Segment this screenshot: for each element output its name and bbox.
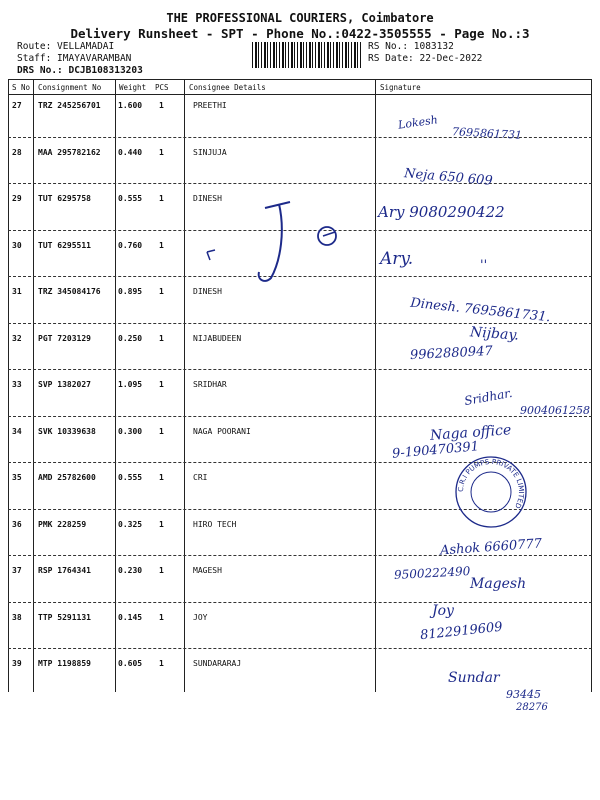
row-separator bbox=[8, 555, 592, 556]
company-title: THE PROFESSIONAL COURIERS, Coimbatore bbox=[166, 11, 434, 25]
signature-row-39: Sundar bbox=[448, 670, 500, 686]
row-37-consignee: MAGESH bbox=[193, 566, 222, 575]
pen-scribble bbox=[195, 190, 370, 290]
row-29-weight: 0.555 bbox=[118, 194, 143, 203]
signature-row-38: Joy bbox=[432, 603, 454, 619]
phone-row-27: 7695861731 bbox=[451, 125, 523, 142]
row-36-pcs: 1 bbox=[159, 519, 164, 529]
runsheet-subtitle: Delivery Runsheet - SPT - Phone No.:0422-3505555 - Page No.:3 bbox=[70, 26, 530, 41]
column-divider bbox=[33, 80, 34, 692]
column-header-signature: Signature bbox=[380, 83, 421, 92]
row-31-sno: 31 bbox=[12, 287, 22, 296]
row-30-sno: 30 bbox=[12, 240, 22, 250]
row-27-sno: 27 bbox=[12, 101, 22, 110]
note-row-39: 28276 bbox=[516, 702, 548, 713]
row-33-consignee: SRIDHAR bbox=[193, 380, 227, 389]
phone-row-39: 93445 bbox=[506, 688, 541, 701]
row-36-consignment: PMK 228259 bbox=[38, 519, 87, 529]
row-29-consignee: DINESH bbox=[193, 194, 222, 203]
row-30-weight: 0.760 bbox=[118, 240, 143, 250]
column-divider bbox=[115, 80, 116, 692]
row-28-pcs: 1 bbox=[159, 147, 164, 157]
phone-row-38: 8122919609 bbox=[419, 619, 504, 644]
stamp-text: C.R.I PUMPS PRIVATE LIMITED bbox=[456, 457, 526, 510]
rs-number: RS No.: 1083132 bbox=[368, 41, 454, 52]
signature-row-32: Nijbay. bbox=[469, 324, 520, 344]
row-37-sno: 37 bbox=[12, 566, 22, 575]
signature-row-29: Ary 9080290422 bbox=[378, 203, 505, 221]
row-38-sno: 38 bbox=[12, 612, 22, 622]
row-37-pcs: 1 bbox=[159, 566, 164, 575]
phone-row-34: 9-190470391 bbox=[391, 439, 480, 462]
row-36-consignee: HIRO TECH bbox=[193, 519, 237, 529]
row-38-weight: 0.145 bbox=[118, 612, 143, 622]
row-28-consignee: SINJUJA bbox=[193, 147, 227, 157]
column-header-sno: S No bbox=[12, 83, 31, 92]
row-27-consignee: PREETHI bbox=[193, 101, 227, 110]
row-29-sno: 29 bbox=[12, 194, 22, 203]
row-33-pcs: 1 bbox=[159, 380, 164, 389]
column-header-weight: Weight bbox=[119, 83, 147, 92]
row-39-pcs: 1 bbox=[159, 659, 164, 668]
row-36-sno: 36 bbox=[12, 519, 22, 529]
row-35-consignee: CRI bbox=[193, 473, 208, 482]
row-33-sno: 33 bbox=[12, 380, 22, 389]
row-27-consignment: TRZ 245256701 bbox=[38, 101, 101, 110]
row-29-consignment: TUT 6295758 bbox=[38, 194, 91, 203]
signature-row-28: Neja 650 609 bbox=[403, 166, 494, 189]
row-29-pcs: 1 bbox=[159, 194, 164, 203]
column-divider bbox=[375, 80, 376, 692]
table-border-right bbox=[591, 80, 592, 692]
row-32-sno: 32 bbox=[12, 333, 22, 343]
row-28-consignment: MAA 295782162 bbox=[38, 147, 101, 157]
row-32-consignment: PGT 7203129 bbox=[38, 333, 91, 343]
phone-row-32: 9962880947 bbox=[409, 343, 494, 364]
signature-row-30: Ary. bbox=[380, 249, 414, 269]
row-separator bbox=[8, 416, 592, 417]
row-34-weight: 0.300 bbox=[118, 426, 143, 436]
signature-row-33: Sridhar. bbox=[463, 385, 514, 409]
column-header-consignment: Consignment No bbox=[38, 83, 102, 92]
row-39-consignment: MTP 1198859 bbox=[38, 659, 91, 668]
row-separator bbox=[8, 183, 592, 184]
row-34-pcs: 1 bbox=[159, 426, 164, 436]
row-38-pcs: 1 bbox=[159, 612, 164, 622]
barcode bbox=[252, 42, 362, 68]
row-38-consignment: TTP 5291131 bbox=[38, 612, 91, 622]
row-separator bbox=[8, 323, 592, 324]
row-34-consignee: NAGA POORANI bbox=[193, 426, 251, 436]
signature-row-31: Dinesh. 7695861731. bbox=[409, 295, 552, 326]
row-30-consignment: TUT 6295511 bbox=[38, 240, 91, 250]
company-stamp bbox=[454, 455, 528, 529]
row-35-weight: 0.555 bbox=[118, 473, 143, 482]
row-32-consignee: NIJABUDEEN bbox=[193, 333, 242, 343]
row-32-weight: 0.250 bbox=[118, 333, 143, 343]
row-28-sno: 28 bbox=[12, 147, 22, 157]
table-border-left bbox=[8, 80, 9, 692]
drs-number: DRS No.: DCJB108313203 bbox=[17, 65, 143, 76]
row-35-consignment: AMD 25782600 bbox=[38, 473, 96, 482]
row-27-pcs: 1 bbox=[159, 101, 164, 110]
row-39-sno: 39 bbox=[12, 659, 22, 668]
row-35-pcs: 1 bbox=[159, 473, 164, 482]
table-header-border bbox=[8, 94, 592, 95]
signature-row-34: Naga office bbox=[429, 422, 512, 444]
row-31-consignment: TRZ 345084176 bbox=[38, 287, 101, 296]
row-28-weight: 0.440 bbox=[118, 147, 143, 157]
row-37-weight: 0.230 bbox=[118, 566, 143, 575]
signature-row-36: Ashok 6660777 bbox=[439, 536, 543, 559]
table-top-border bbox=[8, 79, 592, 80]
phone-row-33: 9004061258 bbox=[520, 404, 590, 417]
row-33-weight: 1.095 bbox=[118, 380, 143, 389]
signature-row-37: Magesh bbox=[470, 576, 527, 592]
column-header-consignee: Consignee Details bbox=[189, 83, 266, 92]
row-37-consignment: RSP 1764341 bbox=[38, 566, 91, 575]
row-34-sno: 34 bbox=[12, 426, 22, 436]
row-31-consignee: DINESH bbox=[193, 287, 222, 296]
row-30-pcs: 1 bbox=[159, 240, 164, 250]
row-39-weight: 0.605 bbox=[118, 659, 143, 668]
column-header-pcs: PCS bbox=[155, 83, 169, 92]
staff-label: Staff: IMAYAVARAMBAN bbox=[17, 53, 132, 64]
rs-date: RS Date: 22-Dec-2022 bbox=[368, 53, 483, 64]
row-31-pcs: 1 bbox=[159, 287, 164, 296]
row-36-weight: 0.325 bbox=[118, 519, 143, 529]
row-separator bbox=[8, 602, 592, 603]
row-33-consignment: SVP 1382027 bbox=[38, 380, 91, 389]
route-label: Route: VELLAMADAI bbox=[17, 41, 115, 52]
row-39-consignee: SUNDARARAJ bbox=[193, 659, 242, 668]
row-27-weight: 1.600 bbox=[118, 101, 143, 110]
row-separator bbox=[8, 369, 592, 370]
row-separator bbox=[8, 648, 592, 649]
row-32-pcs: 1 bbox=[159, 333, 164, 343]
row-31-weight: 0.895 bbox=[118, 287, 143, 296]
row-34-consignment: SVK 10339638 bbox=[38, 426, 96, 436]
phone-row-37: 9500222490 bbox=[393, 564, 471, 582]
signature-row-27: Lokesh bbox=[397, 113, 439, 132]
row-38-consignee: JOY bbox=[193, 612, 208, 622]
column-divider bbox=[184, 80, 185, 692]
row-35-sno: 35 bbox=[12, 473, 22, 482]
ditto-mark-row-30: '' bbox=[480, 258, 488, 273]
